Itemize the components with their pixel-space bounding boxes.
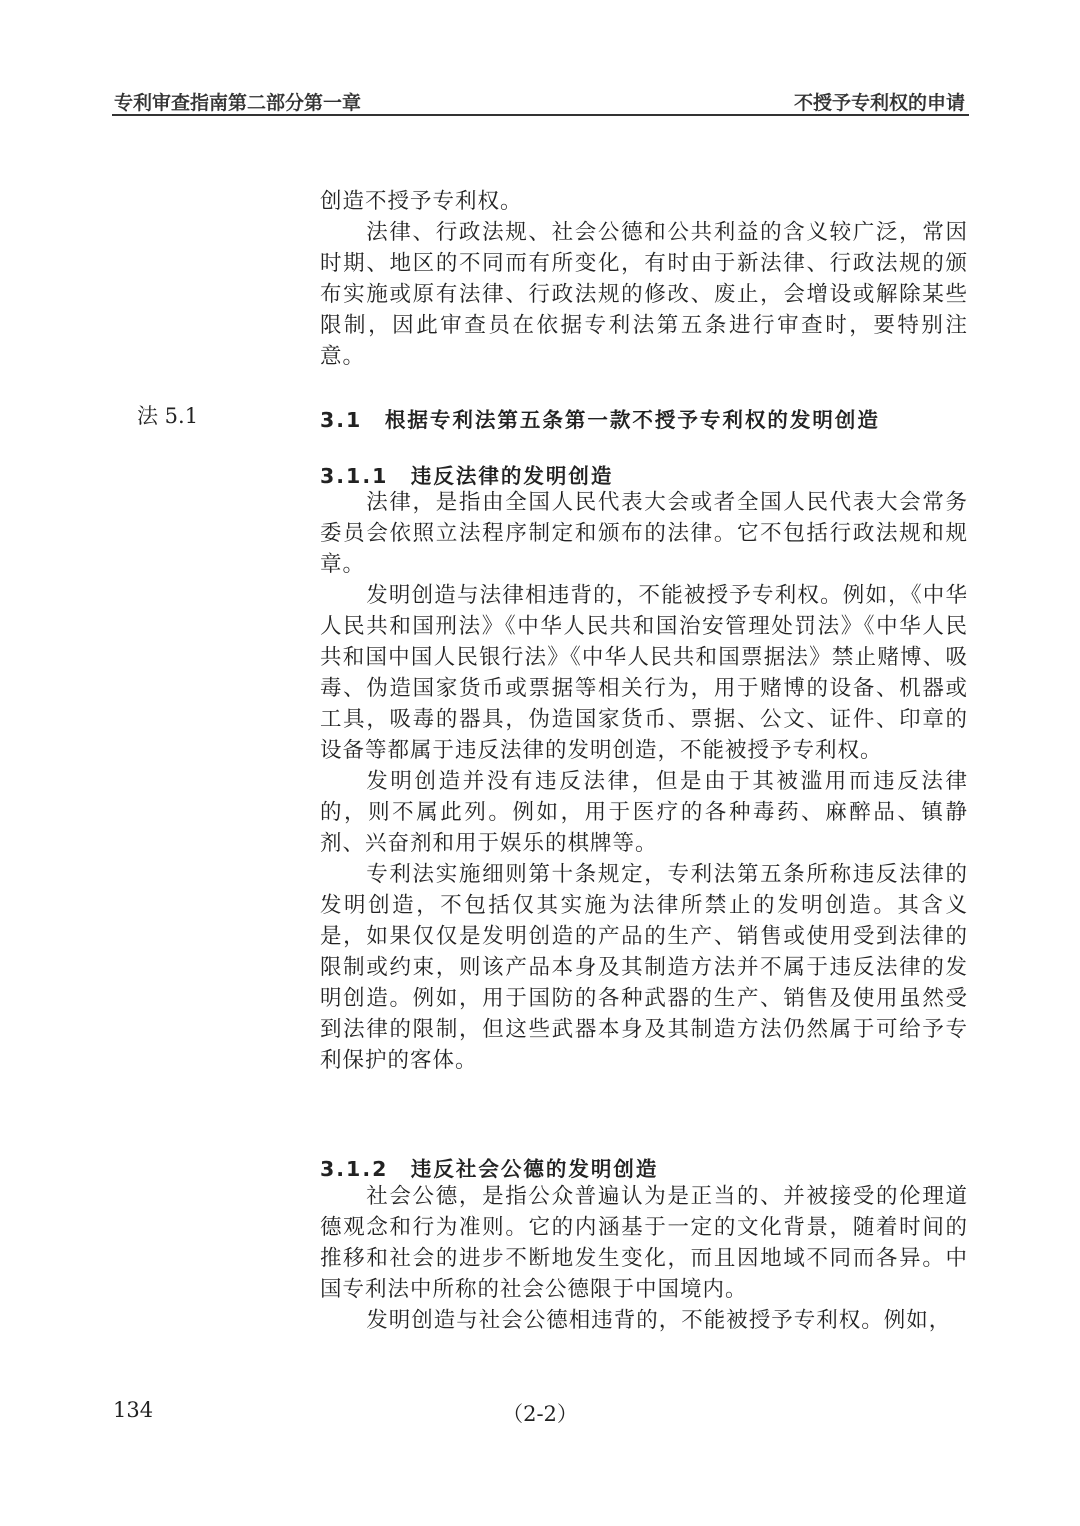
section-3-1-2-paragraph-2: 发明创造与社会公德相违背的，不能被授予专利权。例如， xyxy=(366,1308,952,1333)
running-header xyxy=(112,84,969,116)
section-3-1-heading: 3.1 根据专利法第五条第一款不授予专利权的发明创造 xyxy=(320,408,880,432)
section-3-1-1-paragraph-4: 专利法实施细则第十条规定，专利法第五条所称违反法律的发明创造，不包括仅其实施为法律所禁止的发明创造。其含义是，如果仅仅是发明创造的产品的生产、销售或使用受到法律的限制或约束，则该产品本身及其制造方法并不属于违反法律的发明创造。例如，用于国防的各种武器的生产、销售及使用虽然受到法律的限制，但这些武器本身及其制造方法仍然属于可给予专利保护的客体。 xyxy=(320,862,968,1073)
header-chapter-title: 专利审查指南第二部分第一章 xyxy=(114,92,362,114)
section-3-1-1-paragraph-3: 发明创造并没有违反法律，但是由于其被滥用而违反法律的，则不属此列。例如，用于医疗的各种毒药、麻醉品、镇静剂、兴奋剂和用于娱乐的棋牌等。 xyxy=(320,769,968,856)
part-label: （2-2） xyxy=(502,1402,578,1426)
section-3-1-2-heading: 3.1.2 违反社会公德的发明创造 xyxy=(320,1157,659,1181)
page-number: 134 xyxy=(113,1398,154,1422)
section-3-1-2-body xyxy=(320,1181,968,1336)
header-section-title: 不授予专利权的申请 xyxy=(793,92,965,114)
section-3-1-1-paragraph-2: 发明创造与法律相违背的，不能被授予专利权。例如，《中华人民共和国刑法》《中华人民共和国治安管理处罚法》《中华人民共和国中国人民银行法》《中华人民共和国票据法》禁止赌博、吸毒、伪造国家货币或票据等相关行为，用于赌博的设备、机器或工具，吸毒的器具，伪造国家货币、票据、公文、证件、印章的设备等都属于违反法律的发明创造，不能被授予专利权。 xyxy=(320,583,968,763)
section-3-1-1-heading: 3.1.1 违反法律的发明创造 xyxy=(320,464,614,488)
section-3-1-1-paragraph-1: 法律，是指由全国人民代表大会或者全国人民代表大会常务委员会依照立法程序制定和颁布的法律。它不包括行政法规和规章。 xyxy=(320,490,968,577)
intro-block xyxy=(320,186,968,372)
intro-paragraph-1: 创造不授予专利权。 xyxy=(320,189,523,214)
section-3-1-2-paragraph-1: 社会公德，是指公众普遍认为是正当的、并被接受的伦理道德观念和行为准则。它的内涵基于一定的文化背景，随着时间的推移和社会的进步不断地发生变化，而且因地域不同而各异。中国专利法中所称的社会公德限于中国境内。 xyxy=(320,1184,968,1302)
section-3-1-1-body xyxy=(320,487,968,1076)
intro-paragraph-2: 法律、行政法规、社会公德和公共利益的含义较广泛，常因时期、地区的不同而有所变化，有时由于新法律、行政法规的颁布实施或原有法律、行政法规的修改、废止，会增设或解除某些限制，因此审查员在依据专利法第五条进行审查时，要特别注意。 xyxy=(320,220,968,369)
margin-reference-note: 法 5.1 xyxy=(137,404,199,428)
